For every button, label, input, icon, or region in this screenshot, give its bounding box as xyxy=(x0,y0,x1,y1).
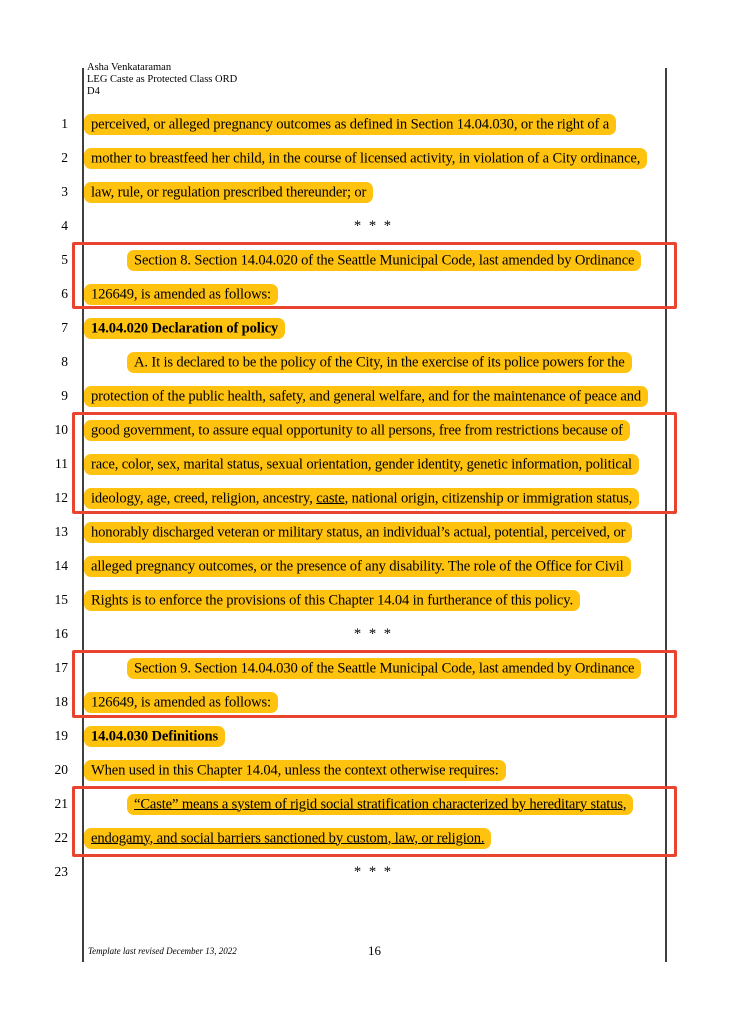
highlighted-text: race, color, sex, marital status, sexual orientation, gender identity, genetic information, political xyxy=(84,454,639,475)
doc-line-23 xyxy=(0,855,749,889)
line-number: 7 xyxy=(61,320,68,335)
doc-line-5 xyxy=(0,243,749,277)
line-number: 21 xyxy=(54,796,68,811)
doc-line-3 xyxy=(0,175,749,209)
doc-line-9 xyxy=(0,379,749,413)
doc-line-18 xyxy=(0,685,749,719)
doc-line-2 xyxy=(0,141,749,175)
line-number: 23 xyxy=(54,864,68,879)
highlighted-text: 126649, is amended as follows: xyxy=(84,692,278,713)
line-number: 3 xyxy=(61,184,68,199)
line-number: 8 xyxy=(61,354,68,369)
footer-template-note: Template last revised December 13, 2022 xyxy=(88,946,237,956)
highlighted-text: good government, to assure equal opportunity to all persons, free from restrictions because of xyxy=(84,420,630,441)
inserted-definition-text: endogamy, and social barriers sanctioned by custom, law, or religion. xyxy=(84,828,491,849)
highlighted-text: 126649, is amended as follows: xyxy=(84,284,278,305)
header-district: D4 xyxy=(87,86,100,97)
line-number: 12 xyxy=(54,490,68,505)
line-number: 16 xyxy=(54,626,68,641)
doc-line-6 xyxy=(0,277,749,311)
line-number: 6 xyxy=(61,286,68,301)
line-number: 14 xyxy=(54,558,68,573)
line-number: 9 xyxy=(61,388,68,403)
asterisk-separator: * * * xyxy=(353,626,394,642)
header-title: LEG Caste as Protected Class ORD xyxy=(87,74,238,85)
line-number: 4 xyxy=(61,218,68,233)
section-heading: 14.04.030 Definitions xyxy=(84,726,225,747)
document-body xyxy=(0,107,749,889)
inserted-definition-text: “Caste” means a system of rigid social stratification characterized by hereditary status, xyxy=(127,794,633,815)
line-number: 1 xyxy=(61,116,68,131)
line-number: 2 xyxy=(61,150,68,165)
asterisk-separator: * * * xyxy=(353,218,394,234)
doc-line-22 xyxy=(0,821,749,855)
doc-line-21 xyxy=(0,787,749,821)
doc-line-14 xyxy=(0,549,749,583)
doc-line-12 xyxy=(0,481,749,515)
highlighted-text: honorably discharged veteran or military status, an individual’s actual, potential, perceived, or xyxy=(84,522,632,543)
highlighted-text: When used in this Chapter 14.04, unless the context otherwise requires: xyxy=(84,760,506,781)
line-number: 20 xyxy=(54,762,68,777)
doc-line-4 xyxy=(0,209,749,243)
highlighted-text: protection of the public health, safety, and general welfare, and for the maintenance of peace and xyxy=(84,386,648,407)
doc-line-7 xyxy=(0,311,749,345)
document-header xyxy=(87,62,237,98)
highlighted-text xyxy=(84,488,639,509)
doc-line-17 xyxy=(0,651,749,685)
page-number: 16 xyxy=(368,943,381,958)
highlighted-text: mother to breastfeed her child, in the course of licensed activity, in violation of a City ordinance, xyxy=(84,148,647,169)
highlighted-text: law, rule, or regulation prescribed thereunder; or xyxy=(84,182,373,203)
doc-line-16 xyxy=(0,617,749,651)
line-number: 19 xyxy=(54,728,68,743)
line-number: 17 xyxy=(54,660,68,675)
text-segment: national origin, citizenship or immigration status, xyxy=(348,490,633,506)
highlighted-text: alleged pregnancy outcomes, or the presence of any disability. The role of the Office for Civil xyxy=(84,556,631,577)
doc-line-20 xyxy=(0,753,749,787)
line-number: 5 xyxy=(61,252,68,267)
highlighted-text: Rights is to enforce the provisions of this Chapter 14.04 in furtherance of this policy. xyxy=(84,590,580,611)
highlighted-text: perceived, or alleged pregnancy outcomes as defined in Section 14.04.030, or the right of a xyxy=(84,114,616,135)
section-heading: 14.04.020 Declaration of policy xyxy=(84,318,285,339)
line-number: 10 xyxy=(54,422,68,437)
header-author: Asha Venkataraman xyxy=(87,62,172,73)
line-number: 18 xyxy=(54,694,68,709)
highlighted-text: Section 8. Section 14.04.020 of the Seattle Municipal Code, last amended by Ordinance xyxy=(127,250,641,271)
line-number: 11 xyxy=(55,456,68,471)
doc-line-8 xyxy=(0,345,749,379)
doc-line-19 xyxy=(0,719,749,753)
text-segment: ideology, age, creed, religion, ancestry, xyxy=(91,490,317,506)
doc-line-1 xyxy=(0,107,749,141)
doc-line-11 xyxy=(0,447,749,481)
line-number: 15 xyxy=(54,592,68,607)
doc-line-10 xyxy=(0,413,749,447)
highlighted-text: A. It is declared to be the policy of the City, in the exercise of its police powers for the xyxy=(127,352,632,373)
asterisk-separator: * * * xyxy=(353,864,394,880)
highlighted-text: Section 9. Section 14.04.030 of the Seattle Municipal Code, last amended by Ordinance xyxy=(127,658,641,679)
inserted-term-caste: caste, xyxy=(316,490,349,506)
line-number: 22 xyxy=(54,830,68,845)
doc-line-13 xyxy=(0,515,749,549)
line-number: 13 xyxy=(54,524,68,539)
doc-line-15 xyxy=(0,583,749,617)
